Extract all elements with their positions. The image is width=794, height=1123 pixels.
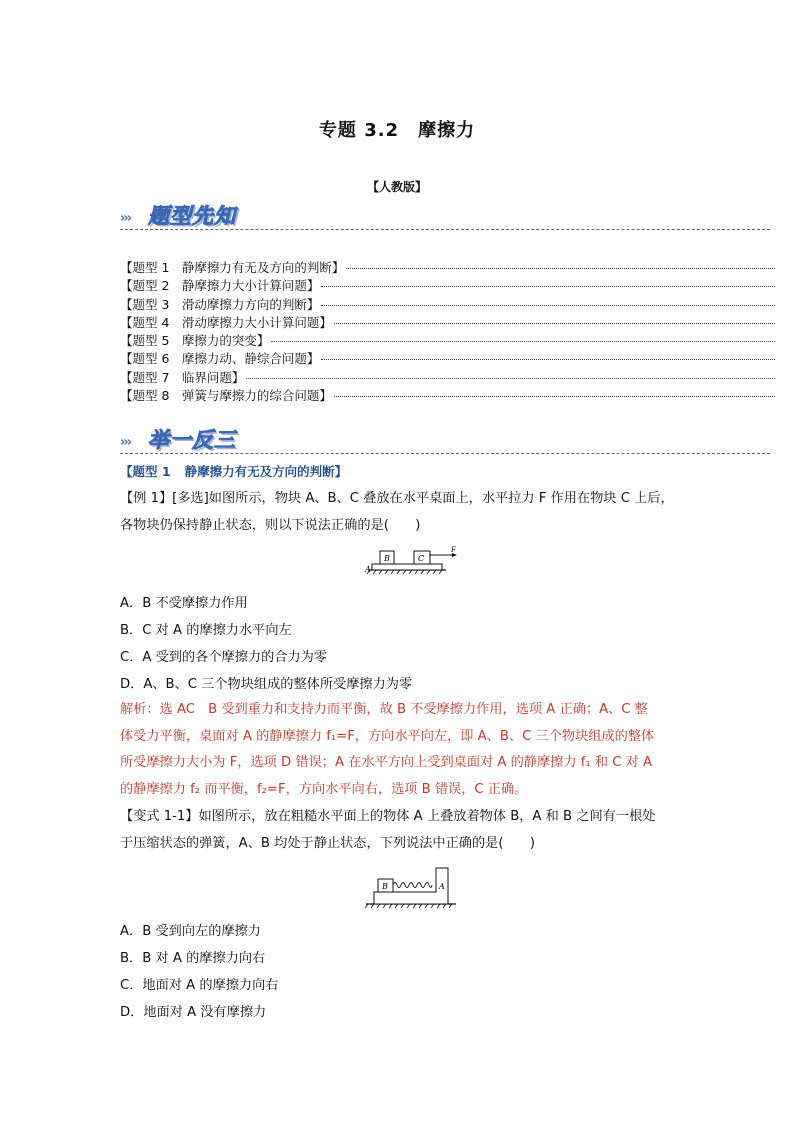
label-b: B xyxy=(382,882,388,891)
option-d: D．A、B、C 三个物块组成的整体所受摩擦力为零 xyxy=(120,677,413,692)
example-question: 【例 1】[多选]如图所示，物块 A、B、C 叠放在水平桌面上，水平拉力 F 作用在物块 C 上后， 各物块仍保持静止状态，则以下说法正确的是( ) xyxy=(120,491,674,533)
block-a xyxy=(372,564,442,570)
analysis-text: 解析：选 AC B 受到重力和支持力而平衡，故 B 不受摩擦力作用，选项 A 正确；A、C 整 体受力平衡，桌面对 A 的静摩擦力 f₁=F，方向水平向左，即 A、B、C 三个物块组成的整体 所受摩擦力大小为 F，选项 D 错误；A 在水平方向上受到桌面对 A 的静摩擦力 f₁ 和 C 对 A 的静摩擦力 f₂ 而平衡，f₂=F，方向水平向右，选项 B 错误，C 正确。 xyxy=(120,702,655,797)
label-a: A xyxy=(365,565,371,574)
figure-stacked-blocks xyxy=(362,546,462,578)
label-f: F xyxy=(451,546,456,554)
toc-item[interactable]: 【题型 1 静摩擦力有无及方向的判断】 xyxy=(120,258,775,276)
banner-divider xyxy=(120,229,770,230)
toc-item[interactable]: 【题型 5 摩擦力的突变】 xyxy=(120,331,775,349)
banner-divider xyxy=(120,453,770,454)
label-c: C xyxy=(418,554,425,563)
toc-item[interactable]: 【题型 8 弹簧与摩擦力的综合问题】 xyxy=(120,386,775,404)
banner-preview xyxy=(120,200,770,230)
banner-arrows: ››› xyxy=(120,435,131,450)
banner-title: 举一反三 xyxy=(148,428,236,452)
banner-arrows: ››› xyxy=(120,211,131,226)
banner-title: 题型先知 xyxy=(148,204,236,228)
option-a: A．B 不受摩擦力作用 xyxy=(120,596,248,611)
page-title: 专题 3.2 摩擦力 xyxy=(318,120,476,141)
option-c: C．A 受到的各个摩擦力的合力为零 xyxy=(120,650,328,665)
option-b: B．B 对 A 的摩擦力向右 xyxy=(120,951,266,966)
option-b: B．C 对 A 的摩擦力水平向左 xyxy=(120,623,292,638)
option-d: D．地面对 A 没有摩擦力 xyxy=(120,1005,267,1020)
option-a: A．B 受到向左的摩擦力 xyxy=(120,924,261,939)
banner-practice xyxy=(120,424,770,454)
spring-icon xyxy=(393,883,432,888)
toc-item[interactable]: 【题型 7 临界问题】 xyxy=(120,368,775,386)
toc-item[interactable]: 【题型 3 滑动摩擦力方向的判断】 xyxy=(120,295,775,313)
figure-spring-blocks xyxy=(364,864,460,912)
label-a: A xyxy=(439,882,445,891)
option-c: C．地面对 A 的摩擦力向右 xyxy=(120,978,279,993)
variant-question: 【变式 1-1】如图所示，放在粗糙水平面上的物体 A 上叠放着物体 B，A 和 B 之间有一根处 于压缩状态的弹簧，A、B 均处于静止状态，下列说法中正确的是( ) xyxy=(120,809,656,851)
section-heading: 【题型 1 静摩擦力有无及方向的判断】 xyxy=(120,464,348,479)
toc-item[interactable]: 【题型 4 滑动摩擦力大小计算问题】 xyxy=(120,313,775,331)
toc-item[interactable]: 【题型 6 摩擦力动、静综合问题】 xyxy=(120,349,775,367)
table-of-contents xyxy=(120,258,775,404)
edition-label: 【人教版】 xyxy=(366,180,427,194)
toc-item[interactable]: 【题型 2 静摩擦力大小计算问题】 xyxy=(120,276,775,294)
label-b: B xyxy=(384,554,390,563)
